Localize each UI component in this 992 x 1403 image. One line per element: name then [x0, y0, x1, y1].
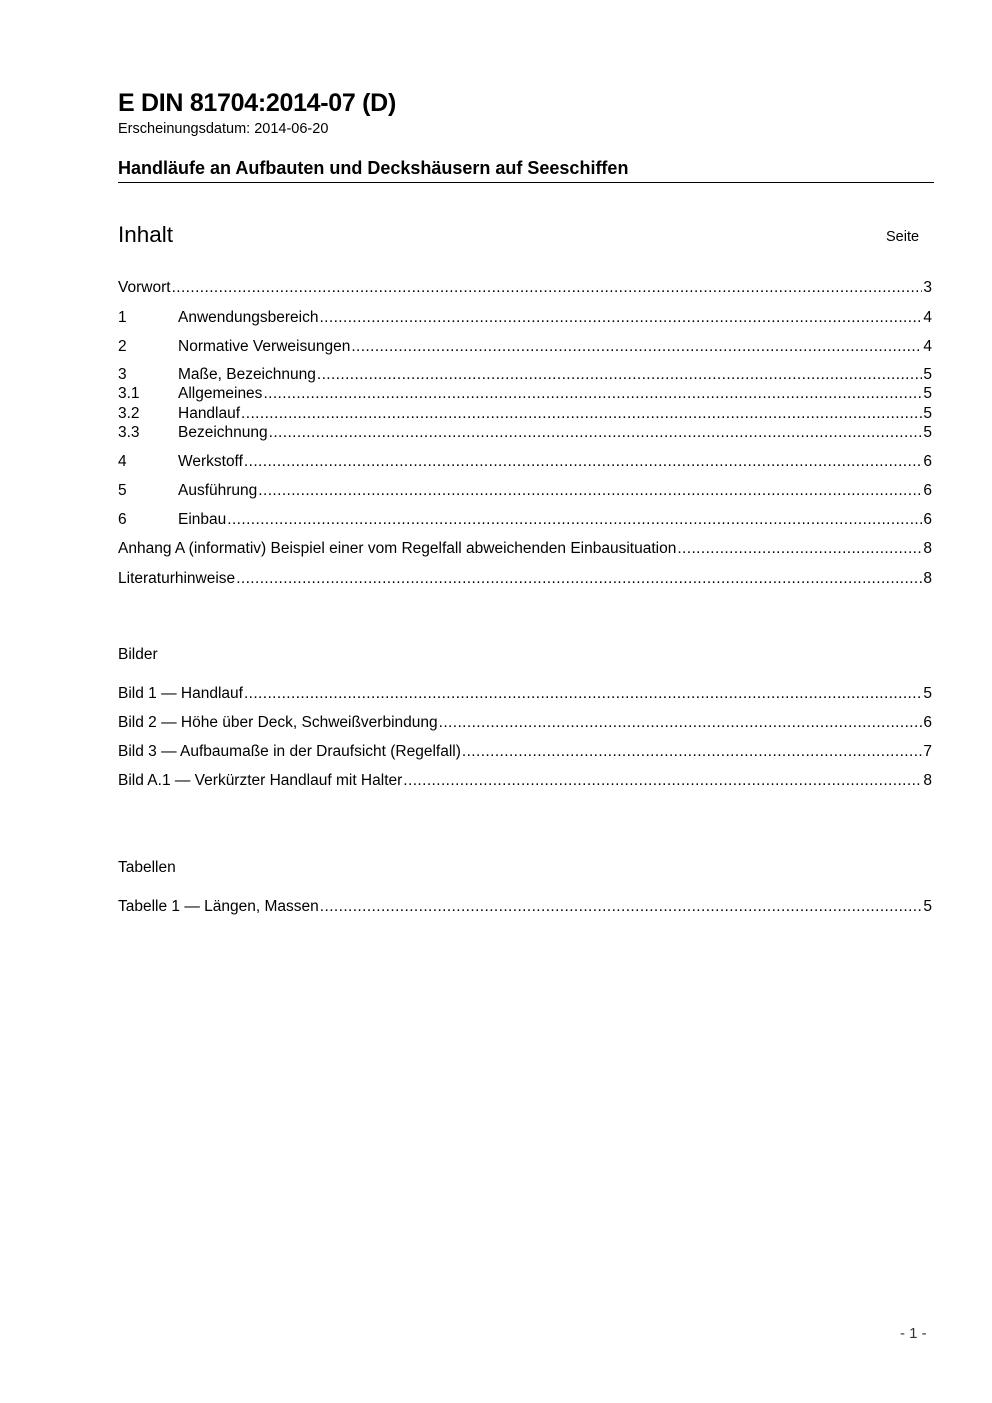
- toc-entry-6[interactable]: [118, 510, 932, 530]
- toc-dot-leader: [320, 897, 923, 917]
- toc-entry-title: Handlauf: [178, 405, 241, 422]
- toc-dot-leader: [677, 539, 922, 559]
- toc-entry-title: Allgemeines: [178, 385, 263, 402]
- document-id: E DIN 81704:2014-07 (D): [118, 89, 396, 117]
- toc-entry-3-1[interactable]: [118, 384, 932, 404]
- toc-entry-page: 6: [923, 453, 932, 470]
- toc-entry-page: 3: [923, 279, 932, 296]
- toc-entry-page: 4: [923, 309, 932, 326]
- toc-entry-number: 3: [118, 366, 127, 383]
- toc-dot-leader: [351, 337, 922, 357]
- toc-entry-number: 3.2: [118, 405, 140, 422]
- toc-entry-title: Anwendungsbereich: [178, 309, 319, 326]
- figure-entry-title: Bild 2 — Höhe über Deck, Schweißverbindung: [118, 714, 438, 731]
- title-divider: [118, 182, 934, 183]
- toc-entry-page: 6: [923, 511, 932, 528]
- toc-dot-leader: [263, 384, 922, 404]
- toc-dot-leader: [258, 481, 922, 501]
- toc-entry-title: Literaturhinweise: [118, 570, 236, 587]
- toc-entry-title: Einbau: [178, 511, 227, 528]
- toc-entry-title: Normative Verweisungen: [178, 338, 351, 355]
- toc-entry-page: 5: [923, 405, 932, 422]
- figures-heading: Bilder: [118, 646, 158, 663]
- toc-entry-vorwort[interactable]: [118, 278, 932, 298]
- figure-entry-title: Bild 1 — Handlauf: [118, 685, 243, 702]
- toc-entry-number: 3.1: [118, 385, 140, 402]
- toc-heading: Inhalt: [118, 222, 174, 247]
- page-column-label: Seite: [886, 229, 920, 245]
- toc-dot-leader: [236, 569, 922, 589]
- figure-entry-1[interactable]: [118, 684, 932, 704]
- page-number: - 1 -: [900, 1325, 927, 1342]
- toc-entry-number: 2: [118, 338, 127, 355]
- figure-entry-page: 5: [923, 685, 932, 702]
- toc-entry-3[interactable]: [118, 365, 932, 385]
- toc-entry-literatur[interactable]: [118, 569, 932, 589]
- toc-dot-leader: [244, 684, 922, 704]
- toc-dot-leader: [227, 510, 922, 530]
- table-entry-title: Tabelle 1 — Längen, Massen: [118, 898, 319, 915]
- toc-entry-page: 8: [923, 570, 932, 587]
- toc-entry-3-2[interactable]: [118, 404, 932, 424]
- toc-entry-page: 5: [923, 385, 932, 402]
- toc-entry-number: 4: [118, 453, 127, 470]
- figure-entry-2[interactable]: [118, 713, 932, 733]
- toc-dot-leader: [319, 308, 922, 328]
- toc-entry-page: 5: [923, 366, 932, 383]
- figure-entry-3[interactable]: [118, 742, 932, 762]
- figure-entry-page: 7: [923, 743, 932, 760]
- toc-entry-number: 1: [118, 309, 127, 326]
- figure-entry-page: 8: [923, 772, 932, 789]
- figure-entry-title: Bild A.1 — Verkürzter Handlauf mit Halter: [118, 772, 403, 789]
- toc-entry-page: 8: [923, 540, 932, 557]
- toc-entry-number: 5: [118, 482, 127, 499]
- toc-dot-leader: [244, 452, 922, 472]
- toc-entry-title: Ausführung: [178, 482, 258, 499]
- toc-dot-leader: [317, 365, 923, 385]
- table-entry-1[interactable]: [118, 897, 932, 917]
- toc-dot-leader: [439, 713, 923, 733]
- toc-entry-number: 3.3: [118, 424, 140, 441]
- toc-dot-leader: [403, 771, 922, 791]
- toc-entry-4[interactable]: [118, 452, 932, 472]
- tables-heading: Tabellen: [118, 859, 176, 876]
- toc-entry-title: Bezeichnung: [178, 424, 268, 441]
- toc-entry-page: 4: [923, 338, 932, 355]
- publication-date: Erscheinungsdatum: 2014-06-20: [118, 121, 329, 137]
- toc-dot-leader: [241, 404, 922, 424]
- table-entry-page: 5: [923, 898, 932, 915]
- toc-entry-title: Werkstoff: [178, 453, 243, 470]
- toc-entry-title: Vorwort: [118, 279, 171, 296]
- toc-entry-title: Maße, Bezeichnung: [178, 366, 316, 383]
- toc-entry-title: Anhang A (informativ) Beispiel einer vom Regelfall abweichenden Einbausituation: [118, 540, 677, 557]
- document-title: Handläufe an Aufbauten und Deckshäusern auf Seeschiffen: [118, 158, 629, 178]
- toc-entry-anhang-a[interactable]: [118, 539, 932, 559]
- toc-dot-leader: [462, 742, 922, 762]
- toc-entry-5[interactable]: [118, 481, 932, 501]
- toc-entry-3-3[interactable]: [118, 423, 932, 443]
- toc-entry-number: 6: [118, 511, 127, 528]
- toc-dot-leader: [269, 423, 923, 443]
- figure-entry-a1[interactable]: [118, 771, 932, 791]
- toc-entry-page: 6: [923, 482, 932, 499]
- figure-entry-page: 6: [923, 714, 932, 731]
- toc-entry-page: 5: [923, 424, 932, 441]
- figure-entry-title: Bild 3 — Aufbaumaße in der Draufsicht (Regelfall): [118, 743, 461, 760]
- toc-dot-leader: [172, 278, 923, 298]
- toc-entry-2[interactable]: [118, 337, 932, 357]
- toc-entry-1[interactable]: [118, 308, 932, 328]
